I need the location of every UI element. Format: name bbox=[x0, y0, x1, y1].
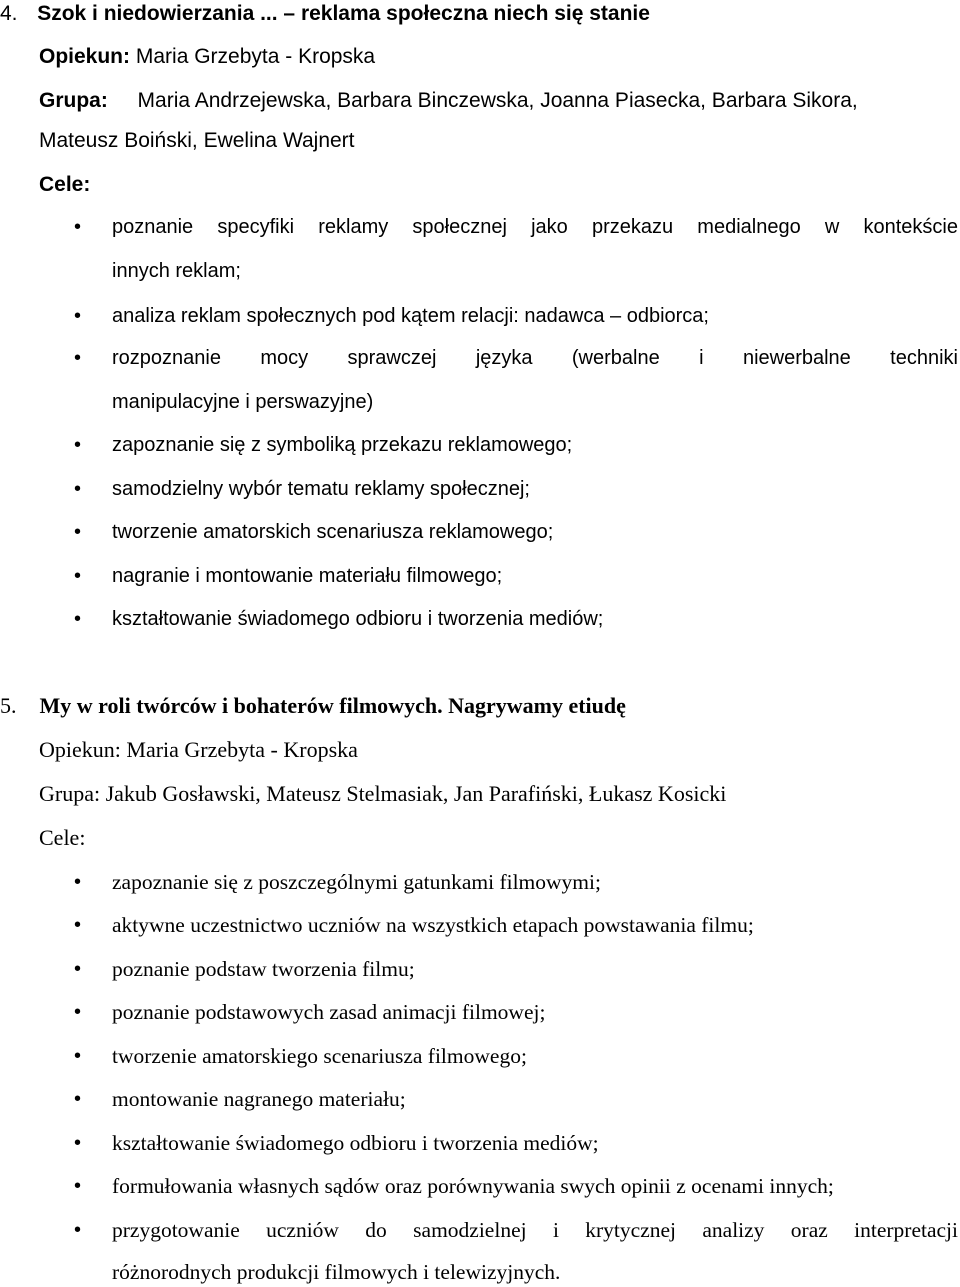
grupa-label: Grupa: bbox=[39, 781, 101, 806]
list-item: zapoznanie się z symboliką przekazu reklamowego; bbox=[112, 434, 573, 456]
section-title: My w roli twórców i bohaterów filmowych. bbox=[39, 693, 443, 718]
list-item: przygotowanie uczniów do samodzielnej i krytycznej analizy oraz interpretacji bbox=[112, 1218, 958, 1242]
section-title-continued: Nagrywamy etiudę bbox=[448, 693, 626, 718]
bullet: • bbox=[74, 608, 82, 630]
bullet: • bbox=[74, 478, 82, 500]
opiekun-line bbox=[39, 45, 375, 69]
list-item: nagranie i montowanie materiału filmowego; bbox=[112, 565, 503, 587]
cele-label: Cele: bbox=[39, 173, 91, 196]
opiekun-value: Maria Grzebyta - Kropska bbox=[135, 45, 376, 68]
grupa-line-continued bbox=[39, 129, 355, 153]
opiekun-label: Opiekun: bbox=[39, 737, 121, 762]
bullet: • bbox=[74, 1175, 82, 1197]
list-item-continued: manipulacyjne i perswazyjne) bbox=[112, 391, 374, 413]
bullet: • bbox=[74, 521, 82, 543]
bullet: • bbox=[74, 914, 82, 936]
section-number: 5. bbox=[0, 693, 17, 718]
list-item: poznanie podstawowych zasad animacji filmowej; bbox=[112, 1000, 546, 1024]
list-item: tworzenie amatorskiego scenariusza filmowego; bbox=[112, 1044, 527, 1068]
bullet: • bbox=[74, 1132, 82, 1154]
list-item: rozpoznanie mocy sprawczej języka (werbalne i niewerbalne techniki bbox=[112, 347, 958, 369]
list-item: montowanie nagranego materiału; bbox=[112, 1087, 406, 1111]
list-item: kształtowanie świadomego odbioru i tworzenia mediów; bbox=[112, 608, 604, 630]
bullet: • bbox=[74, 434, 82, 456]
grupa-line bbox=[39, 89, 858, 113]
opiekun-label: Opiekun: bbox=[39, 45, 131, 68]
bullet: • bbox=[74, 216, 82, 238]
grupa-label: Grupa: bbox=[39, 89, 108, 112]
list-item: formułowania własnych sądów oraz porównywania swych opinii z ocenami innych; bbox=[112, 1174, 834, 1198]
section-5-heading bbox=[0, 694, 626, 718]
list-item: poznanie podstaw tworzenia filmu; bbox=[112, 957, 415, 981]
bullet: • bbox=[74, 871, 82, 893]
grupa-value: Jakub Gosławski, Mateusz Stelmasiak, Jan Parafiński, Łukasz Kosicki bbox=[105, 781, 727, 806]
bullet: • bbox=[74, 958, 82, 980]
list-item: analiza reklam społecznych pod kątem relacji: nadawca – odbiorca; bbox=[112, 305, 709, 327]
list-item: samodzielny wybór tematu reklamy społecznej; bbox=[112, 478, 530, 500]
list-item: kształtowanie świadomego odbioru i tworzenia mediów; bbox=[112, 1131, 599, 1155]
opiekun-value: Maria Grzebyta - Kropska bbox=[126, 737, 358, 762]
list-item: zapoznanie się z poszczególnymi gatunkami filmowymi; bbox=[112, 870, 601, 894]
bullet: • bbox=[74, 1088, 82, 1110]
cele-label: Cele: bbox=[39, 825, 86, 850]
grupa-line bbox=[39, 782, 726, 806]
list-item: poznanie specyfiki reklamy społecznej jako przekazu medialnego w kontekście bbox=[112, 216, 958, 238]
opiekun-line bbox=[39, 738, 358, 762]
bullet: • bbox=[74, 565, 82, 587]
grupa-value: Maria Andrzejewska, Barbara Binczewska, Joanna Piasecka, Barbara Sikora, bbox=[137, 89, 858, 112]
list-item-continued: innych reklam; bbox=[112, 260, 241, 282]
bullet: • bbox=[74, 347, 82, 369]
list-item: aktywne uczestnictwo uczniów na wszystkich etapach powstawania filmu; bbox=[112, 913, 754, 937]
section-number: 4. bbox=[0, 2, 18, 25]
bullet: • bbox=[74, 1001, 82, 1023]
grupa-value-continued: Mateusz Boiński, Ewelina Wajnert bbox=[39, 129, 355, 152]
bullet: • bbox=[74, 1219, 82, 1241]
list-item-continued: różnorodnych produkcji filmowych i telewizyjnych. bbox=[112, 1260, 561, 1284]
bullet: • bbox=[74, 1045, 82, 1067]
section-4-heading bbox=[0, 2, 650, 26]
section-title: Szok i niedowierzania ... – reklama społeczna niech się stanie bbox=[37, 2, 650, 25]
bullet: • bbox=[74, 305, 82, 327]
list-item: tworzenie amatorskich scenariusza reklamowego; bbox=[112, 521, 554, 543]
